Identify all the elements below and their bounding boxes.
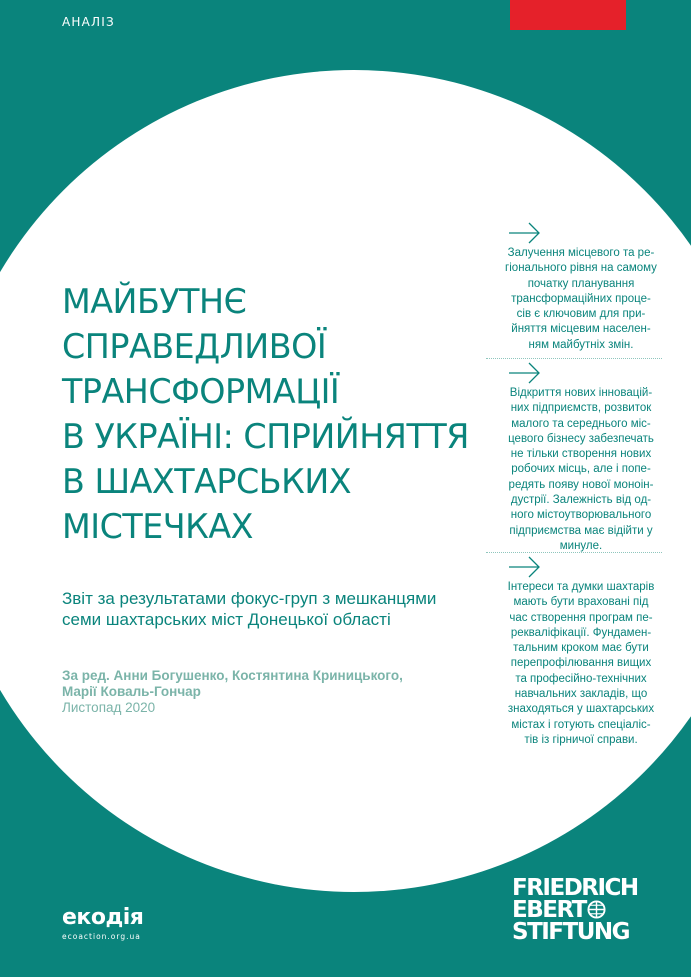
subtitle-line: семи шахтарських міст Донецької області — [62, 610, 391, 629]
text-line: перепрофілювання вищих — [510, 657, 652, 670]
dotted-divider — [486, 552, 662, 553]
arrow-right-icon — [508, 556, 542, 578]
text-line: та професійно-технічних — [515, 672, 647, 685]
title-line: СПРАВЕДЛИВОЇ — [62, 327, 327, 367]
text-line: трансформаційних проце- — [511, 292, 651, 305]
title-line: В ШАХТАРСЬКИХ — [62, 462, 352, 502]
fes-logo-line: FRIEDRICH — [512, 875, 638, 901]
key-point-text — [496, 580, 666, 748]
title-line: МІСТЕЧКАХ — [62, 507, 253, 547]
fes-logo — [512, 877, 638, 943]
dotted-divider — [486, 358, 662, 359]
text-line: цевого бізнесу забезпечать — [508, 432, 654, 445]
text-line: Відкриття нових інновацій- — [509, 387, 653, 399]
title-line: МАЙБУТНЄ — [62, 282, 247, 322]
text-line: підприємства має відійти у — [509, 524, 653, 537]
text-line: початку планування — [527, 277, 635, 290]
text-line: ного містоутворювального — [510, 509, 652, 522]
key-point-text — [496, 246, 666, 353]
text-line: мають бути враховані під — [513, 596, 649, 609]
title-line: ТРАНСФОРМАЦІЇ — [62, 372, 340, 412]
text-line: час створення програм пе- — [509, 611, 653, 624]
text-line: йняття місцевим населен- — [511, 323, 651, 336]
text-line: минуле. — [559, 539, 603, 552]
ekodiya-logo — [62, 906, 143, 941]
red-accent-block — [510, 0, 626, 30]
key-point-text — [496, 386, 666, 554]
report-title — [62, 280, 493, 550]
text-line: рекваліфікації. Фундамен- — [510, 626, 652, 639]
text-line: них підприємств, розвиток — [510, 402, 652, 415]
text-line: робочих місць, але і попе- — [511, 463, 651, 476]
ekodiya-logo-url: ecoaction.org.ua — [62, 932, 141, 941]
title-line: В УКРАЇНІ: СПРИЙНЯТТЯ — [62, 417, 469, 457]
text-line: редять появу нової моноін- — [508, 478, 654, 491]
editors — [62, 668, 462, 700]
editors-line: Марії Коваль-Гончар — [62, 684, 201, 699]
editors-line: За ред. Анни Богушенко, Костянтина Криницького, — [62, 668, 403, 683]
text-line: ням майбутніх змін. — [528, 338, 634, 351]
text-line: не тільки створення нових — [510, 448, 652, 461]
key-point-1 — [496, 222, 666, 353]
globe-icon — [587, 900, 606, 919]
text-line: містах і готують спеціаліс- — [511, 718, 651, 731]
text-line: дустрії. Залежність від од- — [510, 494, 652, 507]
category-label: АНАЛІЗ — [62, 15, 115, 29]
report-subtitle — [62, 588, 482, 630]
text-line: сів є ключовим для при- — [516, 308, 646, 321]
arrow-right-icon — [508, 222, 542, 244]
text-line: тальним кроком має бути — [513, 642, 649, 655]
text-line: навчальних закладів, що — [514, 688, 648, 701]
text-line: малого та середнього міс- — [511, 417, 651, 430]
text-line: тів із гірничої справи. — [524, 733, 638, 746]
subtitle-line: Звіт за результатами фокус-груп з мешканцями — [62, 589, 437, 608]
publication-date: Листопад 2020 — [62, 700, 156, 715]
fes-logo-line-2 — [512, 899, 638, 921]
text-line: знаходяться у шахтарських — [507, 703, 655, 716]
text-line: Інтереси та думки шахтарів — [507, 581, 655, 593]
key-point-2 — [496, 362, 666, 554]
ekodiya-logo-name: екодія — [62, 905, 144, 930]
text-line: гіонального рівня на самому — [505, 262, 657, 275]
key-point-3 — [496, 556, 666, 748]
arrow-right-icon — [508, 362, 542, 384]
fes-logo-text: EBERT — [512, 897, 586, 923]
fes-logo-line: STIFTUNG — [512, 919, 630, 945]
text-line: Залучення місцевого та ре- — [507, 247, 655, 259]
